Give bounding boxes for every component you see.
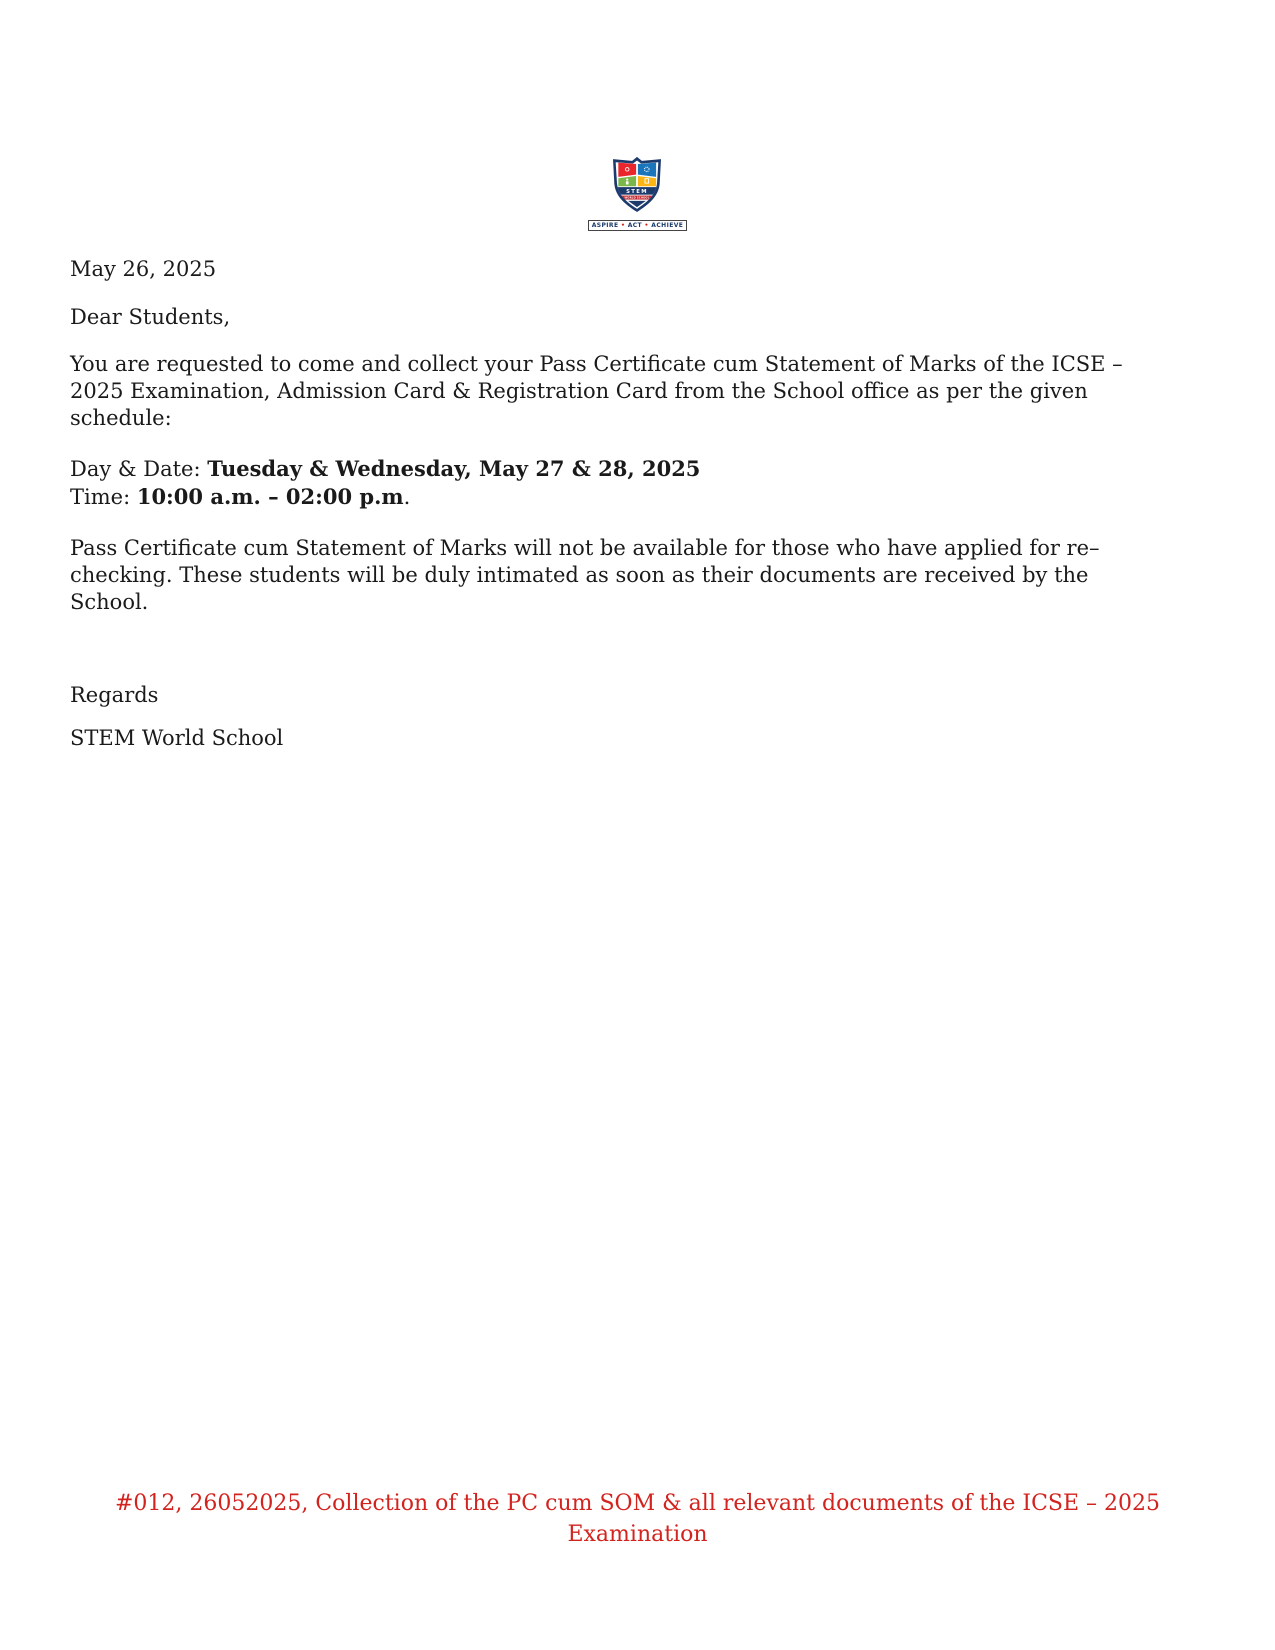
day-date-label: Day & Date: [70,457,208,481]
signature: STEM World School [70,726,284,750]
school-crest-icon [610,156,664,212]
schedule-time-line [70,483,1155,511]
footer-reference-text: #012, 26052025, Collection of the PC cum SOM & all relevant documents of the ICSE – 2025 Examination [114,1491,1161,1547]
time-label: Time: [70,485,137,509]
salutation: Dear Students, [70,305,231,329]
logo-stem-text: STEM [626,188,649,195]
logo-tagline [588,220,688,231]
closing: Regards [70,683,159,707]
time-suffix: . [403,485,411,509]
day-date-value: Tuesday & Wednesday, May 27 & 28, 2025 [207,456,701,481]
tagline-word-achieve: ACHIEVE [651,222,684,229]
tagline-word-act: ACT [627,222,643,229]
letter-body [70,256,1155,752]
logo-subtitle-text: WORLD SCHOOL [624,196,650,200]
tagline-dot: • [644,222,649,229]
tagline-word-aspire: ASPIRE [591,222,619,229]
footer-reference [0,1488,1275,1550]
schedule-block [70,455,1155,511]
tagline-dot: • [620,222,626,229]
letter-date: May 26, 2025 [70,257,217,281]
paragraph-collection-notice: You are requested to come and collect your Pass Certificate cum Statement of Marks of the ICSE – 2025 Examination, Admission Card & Registration Card from the School office as per the given schedule: [70,352,1123,430]
school-logo [588,156,688,231]
paragraph-rechecking-note: Pass Certificate cum Statement of Marks will not be available for those who have applied for re–checking. These students will be duly intimated as soon as their documents are received by the School. [70,536,1100,614]
logo-row [0,0,1275,231]
time-value: 10:00 a.m. – 02:00 p.m [136,484,404,509]
schedule-day-line [70,455,1155,483]
